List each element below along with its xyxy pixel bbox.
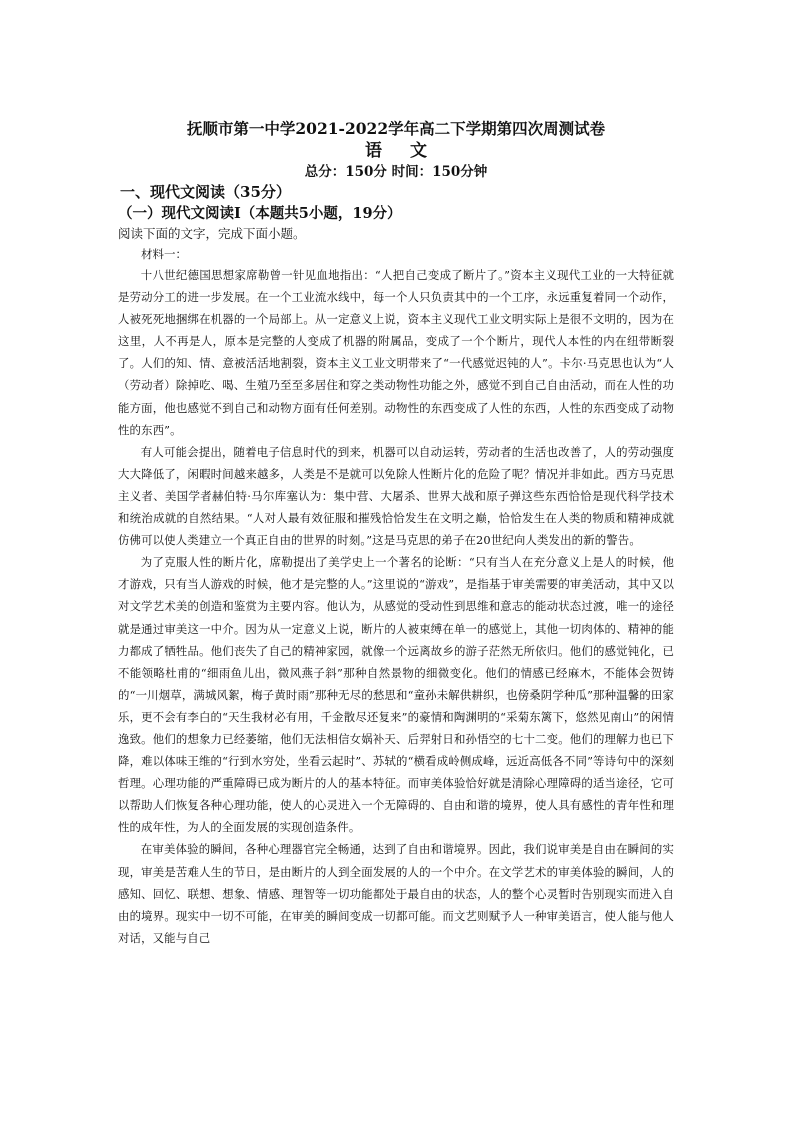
section-heading: 一、现代文阅读（35分） [120, 183, 291, 201]
subject-char-a: 语 [365, 141, 382, 161]
document-page [118, 118, 674, 949]
score-time-line: 总分：150分 时间：150分钟 [304, 164, 488, 180]
paragraph-3: 为了克服人性的断片化，席勒提出了美学史上一个著名的论断：“只有当人在充分意义上是人的时候，他才游戏，只有当人游戏的时候，他才是完整的人。”这里说的“游戏”，是指基于审美需要的审美活动，其中又以对文学艺术美的创造和鉴赏为主要内容。他认为，从感觉的受动性到思维和意志的能动状态过渡，唯一的途径就是通过审美这一中介。因为从一定意义上说，断片的人被束缚在单一的感觉上，其他一切肉体的、精神的能力都成了牺牲品。他们丧失了自己的精神家园，就像一个远离故乡的游子茫然无所依归。他们的感觉钝化，已不能领略杜甫的“细雨鱼儿出，微风燕子斜”那种自然景物的细微变化。他们的情感已经麻木，不能体会贺铸的“一川烟草，满城风絮，梅子黄时雨”那种无尽的愁思和“童孙未解供耕织，也傍桑阴学种瓜”那种温馨的田家乐，更不会有李白的“天生我材必有用，千金散尽还复来”的豪情和陶渊明的“采菊东篱下，悠然见南山”的闲情逸致。他们的想象力已经萎缩，他们无法相信女娲补天、后羿射日和孙悟空的七十二变。他们的理解力也已下降，难以体味王维的“行到水穷处，坐看云起时”、苏轼的“横看成岭侧成峰，远近高低各不同”等诗句中的深刻哲理。心理功能的严重障碍已成为断片的人的基本特征。而审美体验恰好就是清除心理障碍的适当途径，它可以帮助人们恢复各种心理功能，使人的心灵进入一个无障碍的、自由和谐的境界，使人具有感性的青年性和理性的成年性，为人的全面发展的实现创造条件。 [118, 555, 674, 835]
paragraph-4: 在审美体验的瞬间，各种心理器官完全畅通，达到了自由和谐境界。因此，我们说审美是自由在瞬间的实现，审美是苦难人生的节日，是由断片的人到全面发展的人的一个中介。在文学艺术的审美体验的瞬间，人的感知、回忆、联想、想象、情感、理智等一切功能都处于最自由的状态，人的整个心灵暂时告别现实而进入自由的境界。现实中一切不可能，在审美的瞬间变成一切都可能。而文艺则赋予人一种审美语言，使人能与他人对话，又能与自己 [118, 842, 674, 945]
paragraph-2: 有人可能会提出，随着电子信息时代的到来，机器可以自动运转，劳动者的生活也改善了，人的劳动强度大大降低了，闲暇时间越来越多，人类是不是就可以免除人性断片化的危险了呢？情况并非如此。西方马克思主义者、美国学者赫伯特·马尔库塞认为：集中营、大屠杀、世界大战和原子弹这些东西恰恰是现代科学技术和统治成就的自然结果。“人对人最有效征服和摧残恰恰发生在文明之巅，恰恰发生在人类的物质和精神成就仿佛可以使人类建立一个真正自由的世界的时刻。”这是马克思的弟子在20世纪向人类发出的新的警告。 [118, 444, 674, 548]
subject-char-b: 文 [410, 141, 427, 161]
material-label: 材料一： [141, 247, 187, 261]
subsection-heading: （一）现代文阅读Ⅰ（本题共5小题，19分） [118, 205, 402, 222]
paragraph-1: 十八世纪德国思想家席勒曾一针见血地指出：“人把自己变成了断片了。”资本主义现代工业的一大特征就是劳动分工的进一步发展。在一个工业流水线中，每一个人只负责其中的一个工序，永远重复着同一个动作，人被死死地捆绑在机器的一个局部上。从一定意义上说，资本主义现代工业文明实际上是很不文明的，因为在这里，人不再是人，原本是完整的人变成了机器的附属品，变成了一个个断片，现代人本性的内在纽带断裂了。人们的知、情、意被活活地割裂，资本主义工业文明带来了“一代感觉迟钝的人”。卡尔·马克思也认为“人（劳动者）除掉吃、喝、生殖乃至至多居住和穿之类动物性功能之外，感觉不到自己自由活动，而在人性的功能方面，他也感觉不到自己和动物方面有任何差别。动物性的东西变成了人性的东西，人性的东西变成了动物性的东西”。 [118, 268, 674, 437]
subject-title [118, 140, 674, 162]
reading-instruction: 阅读下面的文字，完成下面小题。 [118, 226, 306, 241]
exam-title: 抚顺市第一中学2021-2022学年高二下学期第四次周测试卷 [186, 119, 606, 138]
